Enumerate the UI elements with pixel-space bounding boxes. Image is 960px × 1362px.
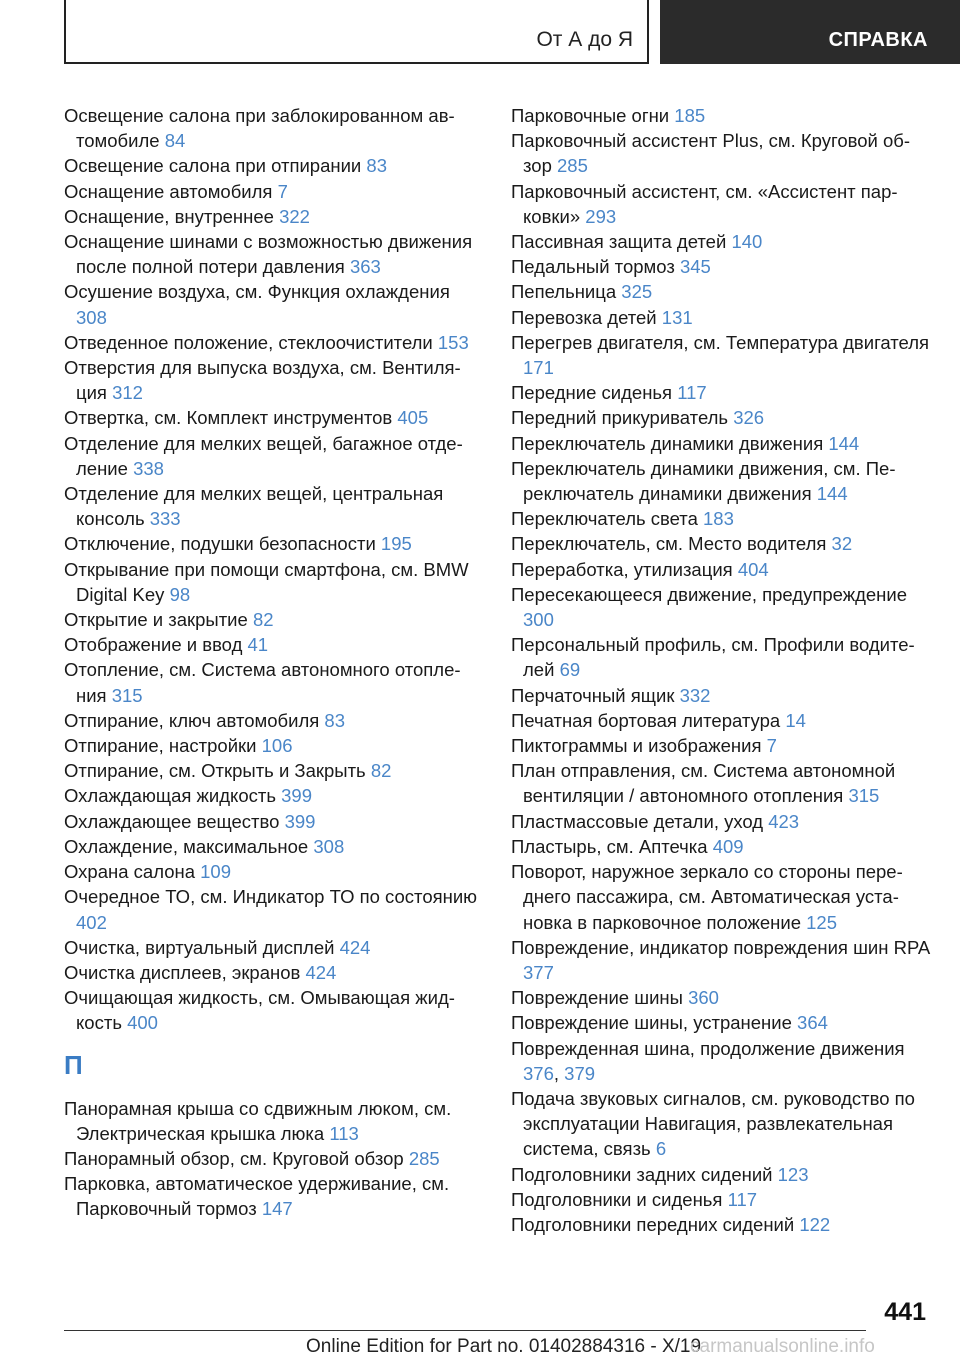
index-entry <box>64 960 484 985</box>
page-link[interactable]: 144 <box>816 483 848 505</box>
page-link[interactable]: 405 <box>397 407 429 429</box>
index-entry-text: Поврежденная шина, продолжение движения <box>511 1037 905 1059</box>
page-link[interactable]: 424 <box>305 961 337 983</box>
page-link[interactable]: 84 <box>164 130 186 152</box>
index-entry <box>511 632 931 682</box>
index-entry-text: Отображение и ввод <box>64 634 243 656</box>
page-link[interactable]: 123 <box>777 1163 809 1185</box>
page-link[interactable]: 185 <box>674 105 706 126</box>
index-entry <box>511 456 931 506</box>
index-entry-text: Подголовники и сиденья <box>511 1188 723 1210</box>
index-entry <box>64 783 484 808</box>
page-link[interactable]: 308 <box>313 835 345 857</box>
page-link[interactable]: 399 <box>281 785 312 807</box>
page-link[interactable]: 338 <box>133 457 164 479</box>
index-entry <box>64 935 484 960</box>
page-link[interactable]: 7 <box>277 180 288 202</box>
index-entry-text: Отвертка, см. Комплект инструментов <box>64 407 393 429</box>
page-link[interactable]: 117 <box>677 382 707 404</box>
page-link[interactable]: 32 <box>831 533 853 555</box>
index-entry-text: Передний прикуриватель <box>511 407 729 429</box>
index-entry <box>511 531 931 556</box>
index-entry <box>511 859 931 935</box>
index-entry <box>64 859 484 884</box>
index-entry <box>64 229 484 279</box>
index-entry-text: Отпирание, настройки <box>64 735 257 757</box>
index-entry <box>511 305 931 330</box>
page-link[interactable]: 293 <box>585 205 617 227</box>
index-entry-text: План отправления, см. Система автономной вентиляции / автономного отопления <box>511 760 896 807</box>
page-link[interactable]: 140 <box>731 231 763 253</box>
index-entries-o <box>64 103 484 1036</box>
index-entry <box>511 935 931 985</box>
index-entry-text: Переключатель динамики движения, см. Переключатель динамики движения <box>511 457 896 505</box>
page-link[interactable]: 404 <box>737 558 769 580</box>
index-entry <box>64 103 484 153</box>
page-link[interactable]: 7 <box>766 735 777 757</box>
page-link[interactable]: 41 <box>247 634 269 656</box>
index-entry <box>511 128 931 178</box>
index-entry <box>511 1010 931 1035</box>
page-link[interactable]: 424 <box>339 936 371 958</box>
index-entries-p <box>64 1096 484 1222</box>
index-entry <box>64 607 484 632</box>
page-link[interactable]: 409 <box>712 835 744 857</box>
page-link[interactable]: 345 <box>679 256 711 278</box>
page-link[interactable]: 360 <box>688 987 719 1009</box>
index-entry <box>511 254 931 279</box>
page-link[interactable]: 171 <box>523 357 554 379</box>
index-entry <box>511 985 931 1010</box>
watermark: carmanualsonline.info <box>690 1336 875 1357</box>
index-entry-text: Охрана салона <box>64 861 195 883</box>
index-entry-text: Повреждение шины <box>511 987 683 1009</box>
index-entry-text: Пепельница <box>511 281 617 303</box>
header-tab-reference[interactable] <box>660 0 960 64</box>
index-entry <box>511 506 931 531</box>
index-entry-text: Осушение воздуха, см. Функция охлаждения <box>64 281 450 303</box>
index-entry: Поврежденная шина, продолжение движения 376, 379 <box>511 1037 905 1084</box>
index-entry <box>511 809 931 834</box>
index-entry-text: Отведенное положение, стеклоочистители <box>64 331 433 353</box>
index-entry <box>64 557 484 607</box>
page-link[interactable]: 308 <box>76 306 107 328</box>
index-entry <box>64 153 484 178</box>
index-entry-text: Пластмассовые детали, уход <box>511 810 764 832</box>
index-entry <box>64 330 484 355</box>
index-entry <box>64 1096 484 1146</box>
index-entry-text: Печатная бортовая литература <box>511 709 781 731</box>
index-entry-text: Отделение для мелких вещей, багажное отделение <box>64 432 463 479</box>
page-link[interactable]: 131 <box>661 306 693 328</box>
index-entry-text: Освещение салона при отпирании <box>64 155 362 177</box>
index-entry <box>64 884 484 934</box>
index-entry <box>64 1146 484 1171</box>
index-entry <box>511 557 931 582</box>
index-entry <box>511 1187 931 1212</box>
index-entry-text: Оснащение шинами с возможностью движения после полной потери давления <box>64 231 473 278</box>
index-entry <box>64 431 484 481</box>
index-entry <box>64 985 484 1035</box>
index-column-right <box>511 103 931 1237</box>
index-entry-text: Повреждение шины, устранение <box>511 1012 792 1034</box>
page-link[interactable]: 315 <box>848 785 880 807</box>
page-link[interactable]: 400 <box>127 1012 158 1034</box>
page-link[interactable]: 69 <box>559 659 581 681</box>
index-entry <box>511 758 931 808</box>
page-link[interactable]: 82 <box>252 609 274 631</box>
index-entry <box>64 405 484 430</box>
index-entry-text: Очищающая жидкость, см. Омывающая жидкость <box>64 987 455 1034</box>
page-link[interactable]: 285 <box>557 155 588 177</box>
index-entry-text: Педальный тормоз <box>511 256 675 278</box>
index-entry <box>511 733 931 758</box>
page-link[interactable]: 183 <box>703 508 734 530</box>
index-entry-text: Оснащение, внутреннее <box>64 205 274 227</box>
index-entry <box>64 834 484 859</box>
index-entry <box>511 582 931 632</box>
page-link[interactable]: 125 <box>806 911 837 933</box>
page-link[interactable]: 109 <box>200 861 232 883</box>
index-entry-text: Отделение для мелких вещей, центральная консоль <box>64 483 444 530</box>
index-entry-text: Перчаточный ящик <box>511 684 675 706</box>
index-entry <box>511 834 931 859</box>
header-tab-a-z-label: От А до Я <box>536 28 633 51</box>
index-entry <box>64 733 484 758</box>
index-entry-text: Очередное ТО, см. Индикатор ТО по состоянию <box>64 886 478 908</box>
page-link[interactable]: 106 <box>261 735 293 757</box>
index-entry-text: Переключатель динамики движения <box>511 432 824 454</box>
index-entry-text: Пластырь, см. Аптечка <box>511 835 708 857</box>
index-entry <box>511 1212 931 1237</box>
index-entry <box>511 1162 931 1187</box>
index-entry-text: Подача звуковых сигналов, см. руководство по эксплуатации Навигация, развлекательная система, связь <box>511 1087 915 1160</box>
index-entry-text: Переключатель света <box>511 508 698 530</box>
page-link[interactable]: 315 <box>111 684 143 706</box>
index-entry-text: Охлаждающее вещество <box>64 810 280 832</box>
index-entry <box>64 809 484 834</box>
index-entry-text: Отопление, см. Система автономного отопления <box>64 659 461 706</box>
index-entry-text: Очистка, виртуальный дисплей <box>64 936 335 958</box>
index-entry-text: Панорамный обзор, см. Круговой обзор <box>64 1147 404 1169</box>
index-entry-text: Парковочный ассистент Plus, см. Круговой обзор <box>511 130 911 177</box>
index-entry-text: Перегрев двигателя, см. Температура двигателя <box>511 331 930 353</box>
index-entry <box>64 1171 484 1221</box>
index-entry <box>64 481 484 531</box>
index-entries-p-continued <box>511 103 931 1237</box>
page-link[interactable]: 195 <box>380 533 412 555</box>
index-entry <box>511 279 931 304</box>
page-link[interactable]: 117 <box>727 1188 758 1210</box>
index-entry-text: Поворот, наружное зеркало со стороны переднего пассажира, см. Автоматическая установка в парковочное положение <box>511 861 903 933</box>
index-entry <box>511 103 931 128</box>
page-link[interactable]: 14 <box>785 709 806 731</box>
index-entry-text: Повреждение, индикатор повреждения шин RPA <box>511 936 930 958</box>
index-entry-text: Охлаждение, максимальное <box>64 835 309 857</box>
index-entry-text: Подголовники передних сидений <box>511 1213 795 1235</box>
index-entry <box>64 657 484 707</box>
index-entry-text: Пересекающееся движение, предупреждение <box>511 583 908 605</box>
index-entry-text: Отключение, подушки безопасности <box>64 533 376 555</box>
index-entry <box>64 279 484 329</box>
index-entry-text: Оснащение автомобиля <box>64 180 273 202</box>
index-entry-text: Отпирание, ключ автомобиля <box>64 709 320 731</box>
index-entry <box>64 179 484 204</box>
section-letter: П <box>64 1049 83 1080</box>
page-link[interactable]: 113 <box>329 1122 359 1144</box>
index-entry <box>511 431 931 456</box>
index-entry-text: Парковка, автоматическое удерживание, см. Парковочный тормоз <box>64 1173 450 1220</box>
footer-divider <box>64 1330 866 1331</box>
index-entry <box>64 632 484 657</box>
index-entry <box>511 708 931 733</box>
page-link[interactable]: 333 <box>149 508 181 530</box>
page-link[interactable]: 376 <box>523 1062 554 1084</box>
index-entry-text: Панорамная крыша со сдвижным люком, см. Электрическая крышка люка <box>64 1097 452 1144</box>
page-link[interactable]: 98 <box>169 583 191 605</box>
page-link[interactable]: 363 <box>349 256 381 278</box>
page-link[interactable]: 147 <box>261 1198 293 1220</box>
index-entry <box>64 204 484 229</box>
index-column-left <box>64 103 484 1222</box>
index-entry-text: Передние сиденья <box>511 382 673 404</box>
page-link[interactable]: 377 <box>523 961 554 983</box>
index-entry-text: Переработка, утилизация <box>511 558 733 580</box>
index-entry-text: Охлаждающая жидкость <box>64 785 276 807</box>
page-link[interactable]: 326 <box>733 407 765 429</box>
index-entry <box>511 380 931 405</box>
page-link[interactable]: 399 <box>284 810 316 832</box>
page-link[interactable]: 402 <box>76 911 107 933</box>
index-entry-text: Персональный профиль, см. Профили водителей <box>511 634 915 681</box>
index-entry <box>511 229 931 254</box>
page-link[interactable]: 312 <box>112 382 143 404</box>
page-link[interactable]: 6 <box>655 1138 667 1160</box>
index-entry-text: Перевозка детей <box>511 306 657 328</box>
index-entry-text: Переключатель, см. Место водителя <box>511 533 827 555</box>
index-entry <box>511 179 931 229</box>
index-entry <box>64 531 484 556</box>
index-entry-text: Парковочные огни <box>511 105 670 126</box>
header-tab-a-z[interactable] <box>64 0 649 64</box>
index-entry <box>511 683 931 708</box>
page-link[interactable]: 423 <box>768 810 800 832</box>
page-link[interactable]: 82 <box>370 760 392 782</box>
page-link[interactable]: 144 <box>828 432 860 454</box>
page-link[interactable]: 332 <box>679 684 711 706</box>
index-entry <box>64 355 484 405</box>
index-entry <box>511 330 931 380</box>
page-number: 441 <box>884 1298 926 1326</box>
page-link[interactable]: 364 <box>797 1012 828 1034</box>
page-link[interactable]: 285 <box>408 1147 440 1169</box>
index-entry-text: Пассивная защита детей <box>511 231 727 253</box>
page-link[interactable]: 379 <box>564 1062 596 1084</box>
page-link[interactable]: 300 <box>523 609 554 631</box>
index-entry-text: Отверстия для выпуска воздуха, см. Вентиляция <box>64 357 461 404</box>
index-entry-text: Открытие и закрытие <box>64 609 248 631</box>
index-entry <box>64 708 484 733</box>
index-entry-text: Освещение салона при заблокированном автомобиле <box>64 105 455 152</box>
index-entry <box>511 405 931 430</box>
page-link[interactable]: 325 <box>621 281 653 303</box>
index-entry-text: Очистка дисплеев, экранов <box>64 961 301 983</box>
header-tab-reference-label: СПРАВКА <box>828 29 928 51</box>
page-link[interactable]: 153 <box>437 331 469 353</box>
page-link[interactable]: 322 <box>279 205 310 227</box>
index-entry-text: Подголовники задних сидений <box>511 1163 773 1185</box>
footer-edition: Online Edition for Part no. 01402884316 - X/19 <box>306 1336 702 1357</box>
index-entry <box>64 758 484 783</box>
page-link[interactable]: 83 <box>324 709 345 731</box>
index-entry-text: Парковочный ассистент, см. «Ассистент парковки» <box>511 180 898 227</box>
page-link[interactable]: 83 <box>366 155 387 177</box>
index-entry <box>511 1086 931 1162</box>
page-link[interactable]: 122 <box>799 1213 831 1235</box>
index-entry-text: Пиктограммы и изображения <box>511 735 762 757</box>
index-entry-text: Открывание при помощи смартфона, см. BMW Digital Key <box>64 558 469 605</box>
index-entry-text: Отпирание, см. Открыть и Закрыть <box>64 760 366 782</box>
